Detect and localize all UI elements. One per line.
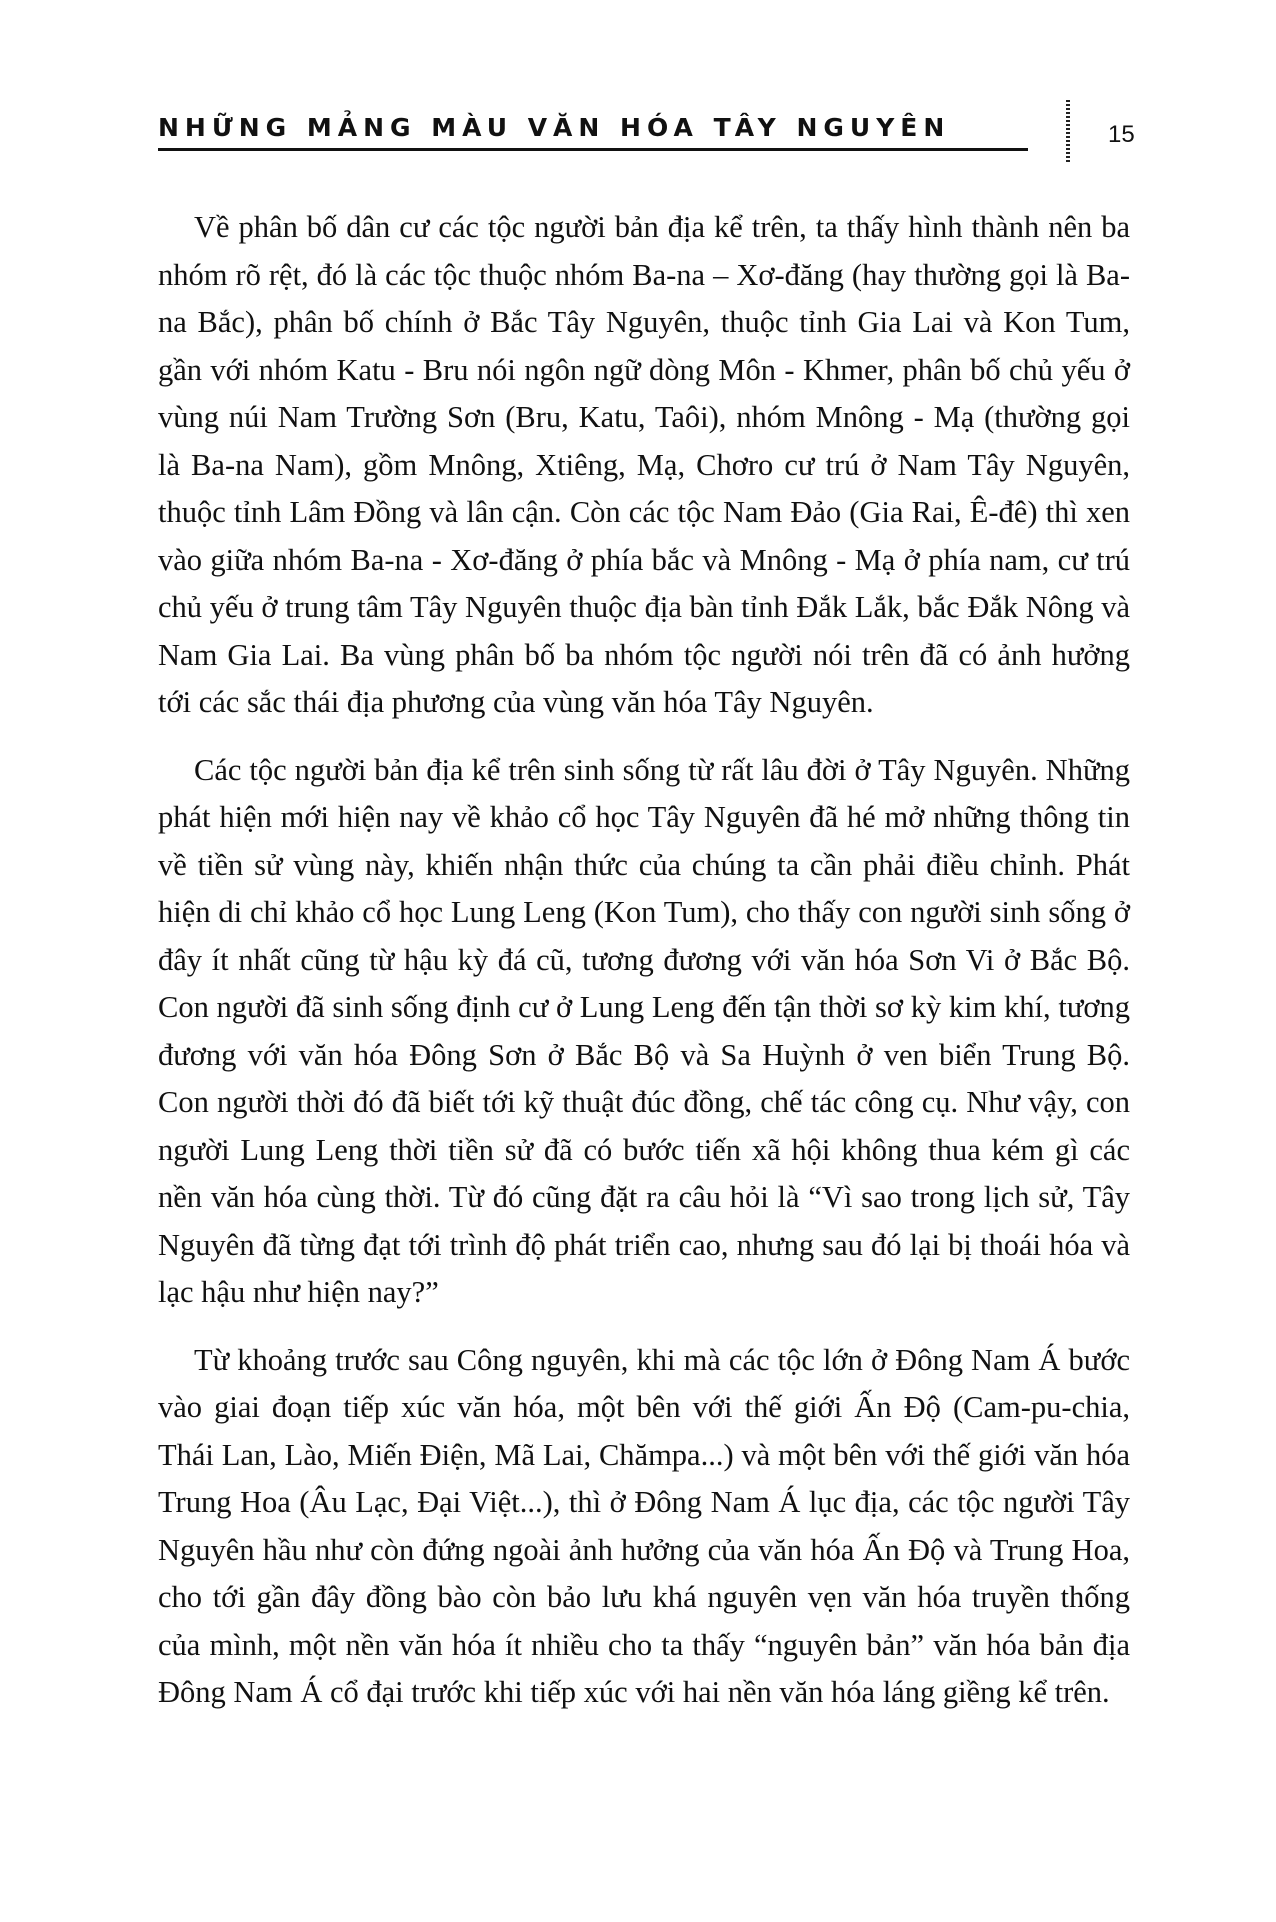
- paragraph-1: Về phân bố dân cư các tộc người bản địa kể trên, ta thấy hình thành nên ba nhóm rõ rệt, đó là các tộc thuộc nhóm Ba-na – Xơ-đăng (hay thường gọi là Ba-na Bắc), phân bố chính ở Bắc Tây Nguyên, thuộc tỉnh Gia Lai và Kon Tum, gần với nhóm Katu - Bru nói ngôn ngữ dòng Môn - Khmer, phân bố chủ yếu ở vùng núi Nam Trường Sơn (Bru, Katu, Taôi), nhóm Mnông - Mạ (thường gọi là Ba-na Nam), gồm Mnông, Xtiêng, Mạ, Chơro cư trú ở Nam Tây Nguyên, thuộc tỉnh Lâm Đồng và lân cận. Còn các tộc Nam Đảo (Gia Rai, Ê-đê) thì xen vào giữa nhóm Ba-na - Xơ-đăng ở phía bắc và Mnông - Mạ ở phía nam, cư trú chủ yếu ở trung tâm Tây Nguyên thuộc địa bàn tỉnh Đắk Lắk, bắc Đắk Nông và Nam Gia Lai. Ba vùng phân bố ba nhóm tộc người nói trên đã có ảnh hưởng tới các sắc thái địa phương của vùng văn hóa Tây Nguyên.: [158, 210, 1130, 719]
- body-text: [158, 204, 1130, 1737]
- paragraph-3: Từ khoảng trước sau Công nguyên, khi mà các tộc lớn ở Đông Nam Á bước vào giai đoạn tiếp xúc văn hóa, một bên với thế giới Ấn Độ (Cam-pu-chia, Thái Lan, Lào, Miến Điện, Mã Lai, Chămpa...) và một bên với thế giới văn hóa Trung Hoa (Âu Lạc, Đại Việt...), thì ở Đông Nam Á lục địa, các tộc người Tây Nguyên hầu như còn đứng ngoài ảnh hưởng của văn hóa Ấn Độ và Trung Hoa, cho tới gần đây đồng bào còn bảo lưu khá nguyên vẹn văn hóa truyền thống của mình, một nền văn hóa ít nhiều cho ta thấy “nguyên bản” văn hóa bản địa Đông Nam Á cổ đại trước khi tiếp xúc với hai nền văn hóa láng giềng kể trên.: [158, 1342, 1130, 1709]
- paragraph-2: Các tộc người bản địa kể trên sinh sống từ rất lâu đời ở Tây Nguyên. Những phát hiện mới hiện nay về khảo cổ học Tây Nguyên đã hé mở những thông tin về tiền sử vùng này, khiến nhận thức của chúng ta cần phải điều chỉnh. Phát hiện di chỉ khảo cổ học Lung Leng (Kon Tum), cho thấy con người sinh sống ở đây ít nhất cũng từ hậu kỳ đá cũ, tương đương với văn hóa Sơn Vi ở Bắc Bộ. Con người đã sinh sống định cư ở Lung Leng đến tận thời sơ kỳ kim khí, tương đương với văn hóa Đông Sơn ở Bắc Bộ và Sa Huỳnh ở ven biển Trung Bộ. Con người thời đó đã biết tới kỹ thuật đúc đồng, chế tác công cụ. Như vậy, con người Lung Leng thời tiền sử đã có bước tiến xã hội không thua kém gì các nền văn hóa cùng thời. Từ đó cũng đặt ra câu hỏi là “Vì sao trong lịch sử, Tây Nguyên đã từng đạt tới trình độ phát triển cao, nhưng sau đó lại bị thoái hóa và lạc hậu như hiện nay?”: [158, 752, 1130, 1309]
- running-title: NHỮNG MẢNG MÀU VĂN HÓA TÂY NGUYÊN: [158, 113, 951, 142]
- header-rule: [158, 148, 1028, 151]
- header-dotted-divider: [1066, 100, 1070, 164]
- running-head: [158, 112, 1028, 156]
- page-number: 15: [1108, 121, 1135, 148]
